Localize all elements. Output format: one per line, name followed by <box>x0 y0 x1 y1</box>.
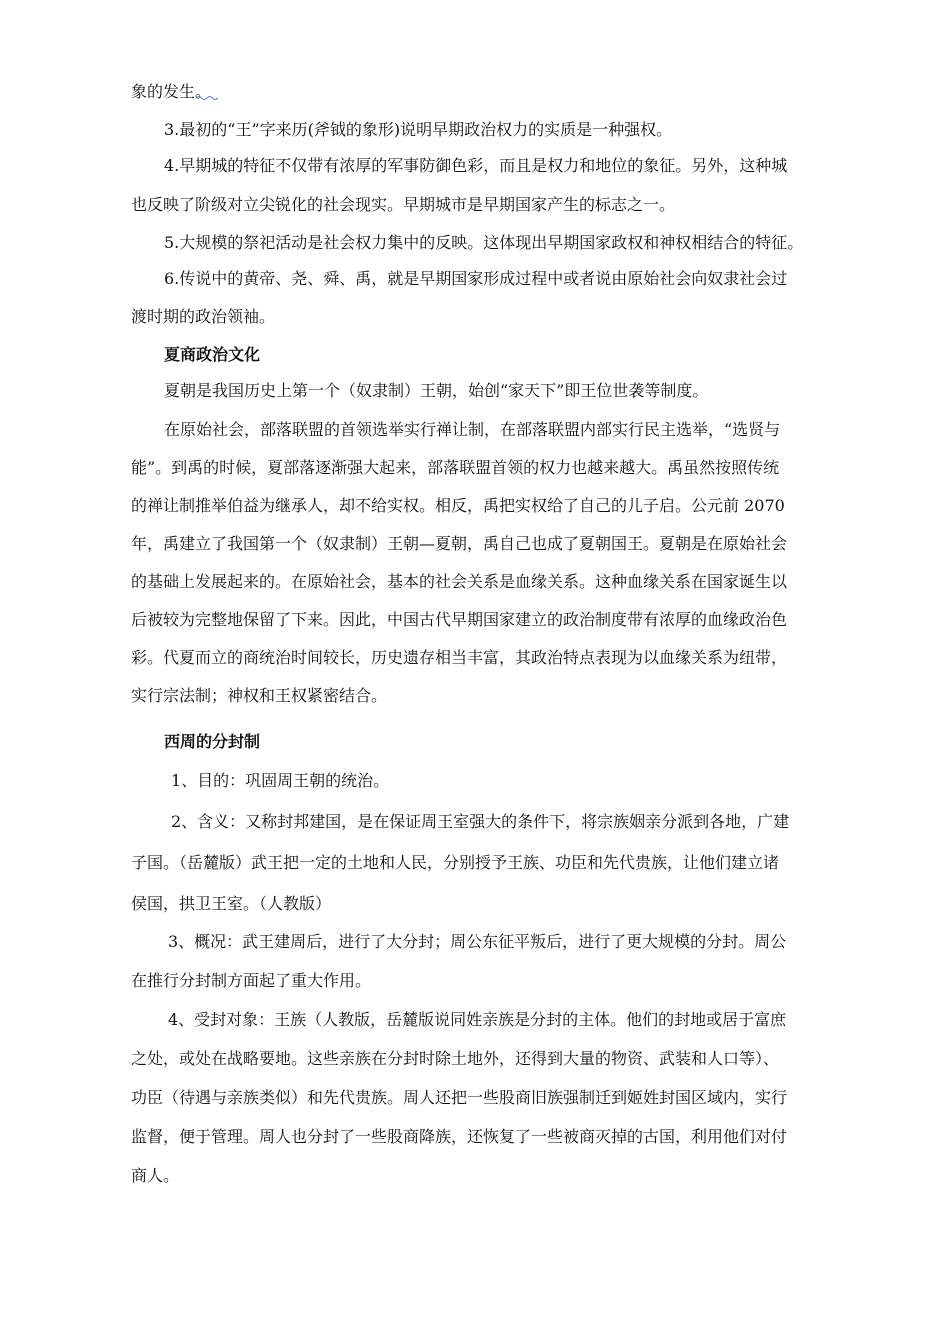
text-line: 商人。 <box>131 1166 180 1185</box>
text-line: 3、概况：武王建周后，进行了大分封；周公东征平叛后，进行了更大规模的分封。周公 <box>168 932 787 951</box>
text-line: 后被较为完整地保留了下来。因此，中国古代早期国家建立的政治制度带有浓厚的血缘政治色 <box>131 610 788 629</box>
text-line: 象的发生。 <box>131 82 212 101</box>
text-line: 也反映了阶级对立尖锐化的社会现实。早期城市是早期国家产生的标志之一。 <box>131 195 676 214</box>
text-line: 彩。代夏而立的商统治时间较长，历史遗存相当丰富，其政治特点表现为以血缘关系为纽带， <box>131 648 788 667</box>
text-line: 的基础上发展起来的。在原始社会，基本的社会关系是血缘关系。这种血缘关系在国家诞生以 <box>131 572 788 591</box>
text-line: 5.大规模的祭祀活动是社会权力集中的反映。这体现出早期国家政权和神权相结合的特征。 <box>164 233 804 252</box>
text-line: 年，禹建立了我国第一个（奴隶制）王朝—夏朝，禹自己也成了夏朝国王。夏朝是在原始社会 <box>131 534 788 553</box>
text-line: 2、含义：又称封邦建国，是在保证周王室强大的条件下，将宗族姻亲分派到各地，广建 <box>171 812 790 831</box>
text-line: 夏朝是我国历史上第一个（奴隶制）王朝，始创“家天下”即王位世袭等制度。 <box>164 381 709 400</box>
text-line: 之处，或处在战略要地。这些亲族在分封时除土地外，还得到大量的物资、武装和人口等）、 <box>131 1049 780 1068</box>
text-line: 3.最初的“王”字来历(斧钺的象形)说明早期政治权力的实质是一种强权。 <box>164 120 673 139</box>
text-line: 子国。（岳麓版）武王把一定的土地和人民，分别授予王族、功臣和先代贵族，让他们建立诸 <box>131 853 780 872</box>
spelling-underline <box>196 95 218 101</box>
text-line: 6.传说中的黄帝、尧、舜、禹，就是早期国家形成过程中或者说由原始社会向奴隶社会过 <box>164 269 788 288</box>
section-heading: 西周的分封制 <box>164 732 261 751</box>
text-line: 4、受封对象：王族（人教版，岳麓版说同姓亲族是分封的主体。他们的封地或居于富庶 <box>168 1010 787 1029</box>
text-line: 实行宗法制；神权和王权紧密结合。 <box>131 686 388 705</box>
text-line: 1、目的：巩固周王朝的统治。 <box>171 771 390 790</box>
text-line: 渡时期的政治领袖。 <box>131 307 276 326</box>
text-line: 监督，便于管理。周人也分封了一些股商降族，还恢复了一些被商灭掉的古国，利用他们对付 <box>131 1127 788 1146</box>
text-line: 能”。到禹的时候，夏部落逐渐强大起来，部落联盟首领的权力也越来越大。禹虽然按照传统 <box>131 458 780 477</box>
text-line: 功臣（待遇与亲族类似）和先代贵族。周人还把一些股商旧族强制迁到姬姓封国区域内，实行 <box>131 1088 788 1107</box>
text-line: 的禅让制推举伯益为继承人，却不给实权。相反，禹把实权给了自己的儿子启。公元前 2070 <box>131 496 785 515</box>
text-line: 在原始社会，部落联盟的首领选举实行禅让制，在部落联盟内部实行民主选举，“选贤与 <box>164 420 781 439</box>
text-line: 4.早期城的特征不仅带有浓厚的军事防御色彩，而且是权力和地位的象征。另外，这种城 <box>164 156 788 175</box>
section-heading: 夏商政治文化 <box>164 345 261 364</box>
text-line: 侯国，拱卫王室。（人教版） <box>131 894 332 913</box>
text-line: 在推行分封制方面起了重大作用。 <box>131 971 372 990</box>
